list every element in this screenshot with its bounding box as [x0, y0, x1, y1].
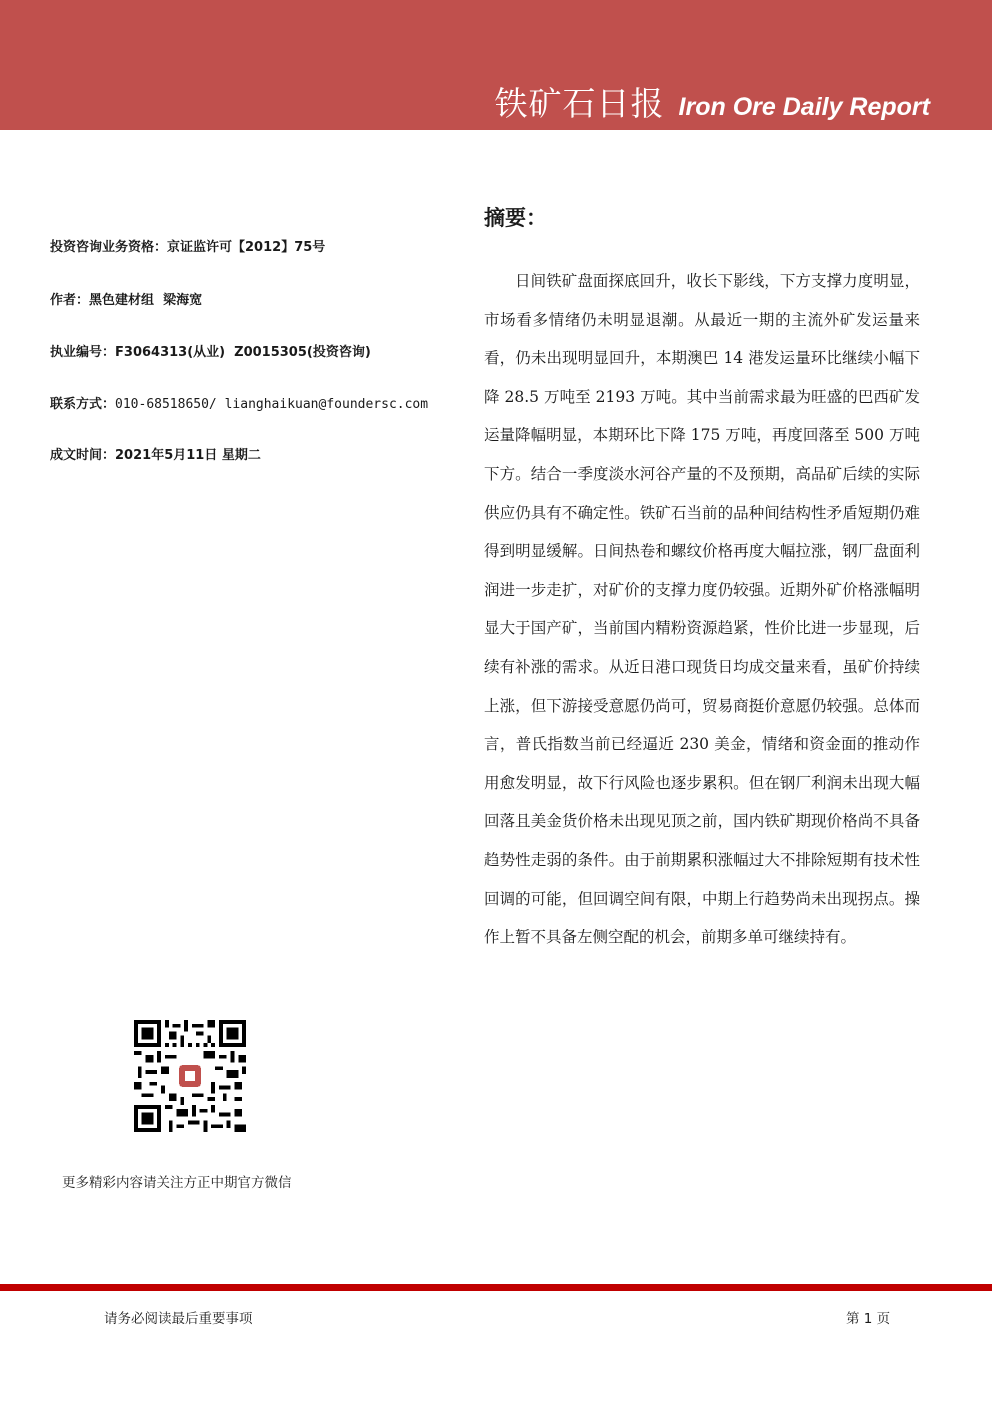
author-label: 作者： [50, 293, 90, 308]
license-line [50, 341, 470, 360]
page-number: 第 1 页 [846, 1311, 891, 1327]
summary-body: 日间铁矿盘面探底回升，收长下影线，下方支撑力度明显，市场看多情绪仍未明显退潮。从最近一期的主流外矿发运量来看，仍未出现明显回升，本期澳巴 14 港发运量环比继续小幅下降 28.5 万吨至 2193 万吨。其中当前需求最为旺盛的巴西矿发运量降幅明显，本期环比下降 175 万吨，再度回落至 500 万吨下方。结合一季度淡水河谷产量的不及预期，高品矿后续的实际供应仍具有不确定性。铁矿石当前的品种间结构性矛盾短期仍难得到明显缓解。日间热卷和螺纹价格再度大幅拉涨，钢厂盘面利润进一步走扩，对矿价的支撑力度仍较强。近期外矿价格涨幅明显大于国产矿，当前国内精粉资源趋紧，性价比进一步显现，后续有补涨的需求。从近日港口现货日均成交量来看，虽矿价持续上涨，但下游接受意愿仍尚可，贸易商挺价意愿仍较强。总体而言，普氏指数当前已经逼近 230 美金，情绪和资金面的推动作用愈发明显，故下行风险也逐步累积。但在钢厂利润未出现大幅回落且美金货价格未出现见顶之前，国内铁矿期现价格尚不具备趋势性走弱的条件。由于前期累积涨幅过大不排除短期有技术性回调的可能，但回调空间有限，中期上行趋势尚未出现拐点。操作上暂不具备左侧空配的机会，前期多单可继续持有。 [484, 272, 920, 947]
qr-caption: 更多精彩内容请关注方正中期官方微信 [62, 1175, 292, 1191]
header-banner [0, 0, 992, 130]
date-line [50, 444, 470, 463]
contact-value: 010-68518650/ lianghaikuan@foundersc.com [115, 397, 429, 412]
author-value: 黑色建材组 梁海宽 [89, 293, 203, 308]
wechat-qr-code [134, 1020, 246, 1132]
report-title-cn: 铁矿石日报 [494, 84, 665, 123]
contact-line [50, 393, 470, 412]
footer-notice: 请务必阅读最后重要事项 [104, 1311, 253, 1327]
contact-label: 联系方式： [50, 397, 116, 412]
summary-title: 摘要： [484, 206, 547, 230]
license-value: F3064313(从业) Z0015305(投资咨询) [115, 345, 371, 360]
date-value: 2021年5月11日 星期二 [115, 448, 261, 463]
report-title-en: Iron Ore Daily Report [678, 93, 930, 121]
license-label: 执业编号： [50, 345, 116, 360]
date-label: 成文时间： [50, 448, 116, 463]
qualification-label: 投资咨询业务资格： [50, 240, 168, 255]
qualification-value: 京证监许可【2012】75号 [167, 240, 326, 255]
author-line [50, 289, 470, 308]
footer-rule [0, 1284, 992, 1291]
report-title [495, 78, 930, 125]
qualification-line [50, 236, 470, 255]
